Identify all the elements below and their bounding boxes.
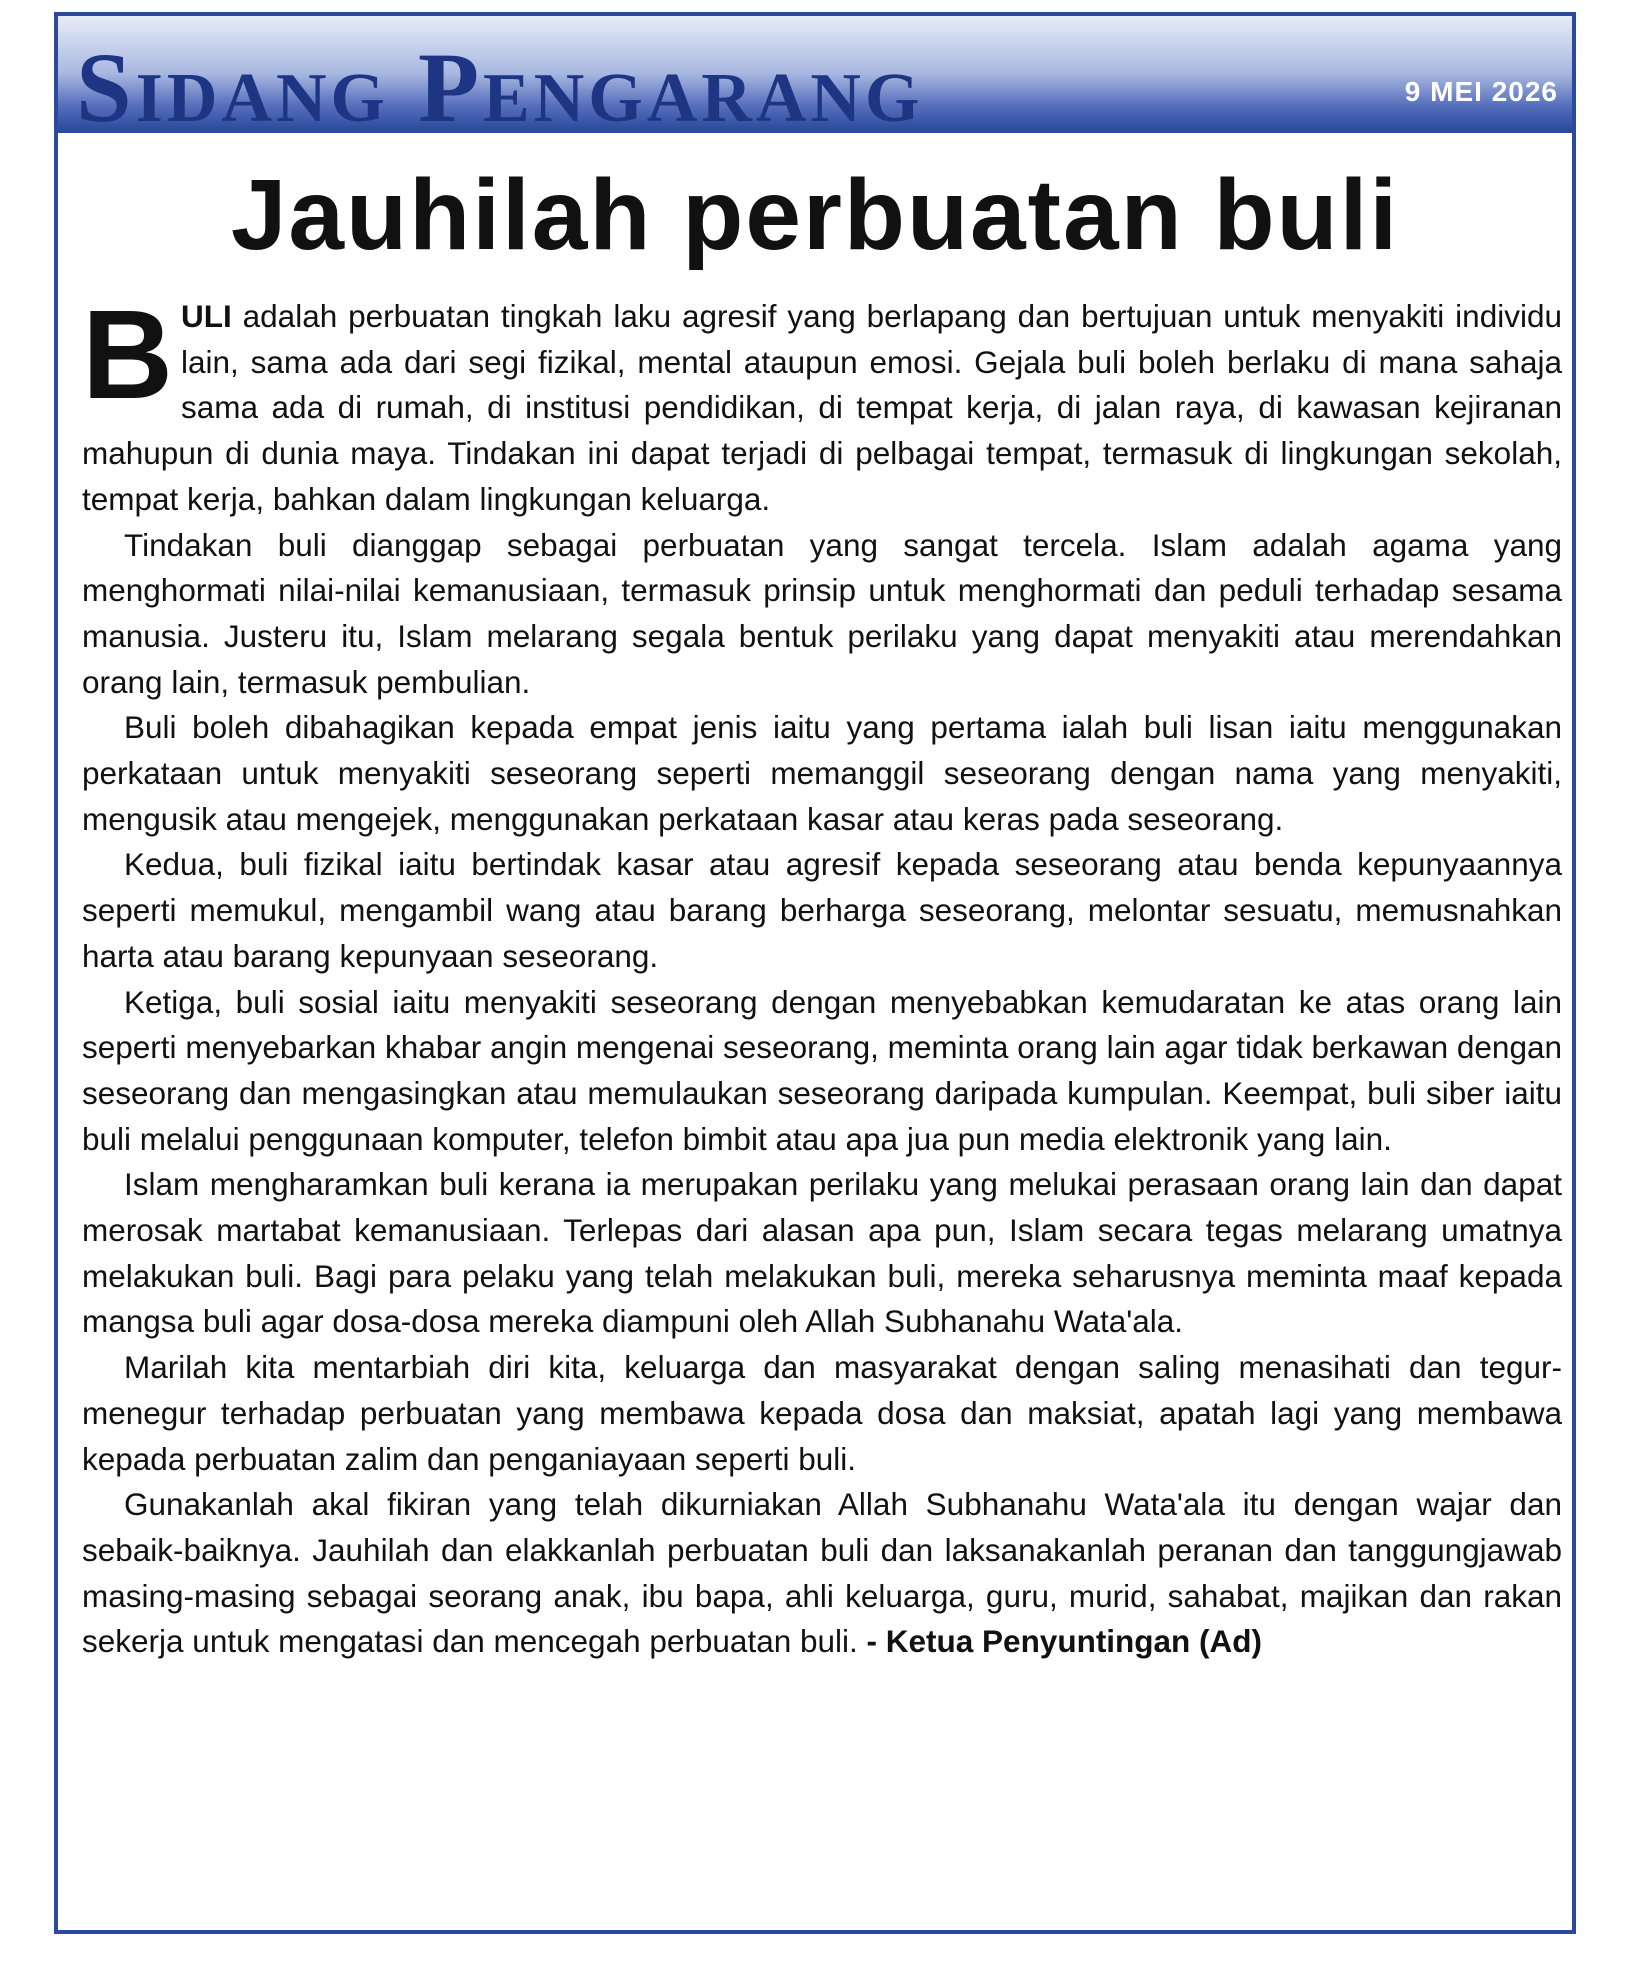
- paragraph-8-text: Gunakanlah akal fikiran yang telah dikurniakan Allah Subhanahu Wata'ala itu dengan wajar dan sebaik-baiknya. Jauhilah dan elakkanlah perbuatan buli dan laksanakanlah peranan dan tanggungjawab masing-masing sebagai seorang anak, ibu bapa, ahli keluarga, guru, murid, sahabat, majikan dan rakan sekerja untuk mengatasi dan mencegah perbuatan buli.: [82, 1486, 1562, 1660]
- paragraph-6: Islam mengharamkan buli kerana ia merupakan perilaku yang melukai perasaan orang lain dan dapat merosak martabat kemanusiaan. Terlepas dari alasan apa pun, Islam secara tegas melarang umatnya melakukan buli. Bagi para pelaku yang telah melakukan buli, mereka seharusnya meminta maaf kepada mangsa buli agar dosa-dosa mereka diampuni oleh Allah Subhanahu Wata'ala.: [82, 1166, 1562, 1340]
- drop-cap: B: [82, 284, 173, 425]
- paragraph-8: [82, 1482, 1562, 1665]
- section-title: Sidang Pengarang: [76, 32, 924, 133]
- paragraph-1-text: adalah perbuatan tingkah laku agresif yang berlapang dan bertujuan untuk menyakiti individu lain, sama ada dari segi fizikal, mental ataupun emosi. Gejala buli boleh berlaku di mana sahaja sama ada di rumah, di institusi pendidikan, di tempat kerja, di jalan raya, di kawasan kejiranan mahupun di dunia maya. Tindakan ini dapat terjadi di pelbagai tempat, termasuk di lingkungan sekolah, tempat kerja, bahkan dalam lingkungan keluarga.: [82, 298, 1562, 517]
- article-body: [82, 284, 1562, 1665]
- lead-word: ULI: [181, 298, 232, 334]
- paragraph-4: Kedua, buli fizikal iaitu bertindak kasar atau agresif kepada seseorang atau benda kepunyaannya seperti memukul, mengambil wang atau barang berharga seseorang, melontar sesuatu, memusnahkan harta atau barang kepunyaan seseorang.: [82, 846, 1562, 974]
- paragraph-5: Ketiga, buli sosial iaitu menyakiti seseorang dengan menyebabkan kemudaratan ke atas orang lain seperti menyebarkan khabar angin mengenai seseorang, meminta orang lain agar tidak berkawan dengan seseorang dan mengasingkan atau memulaukan seseorang daripada kumpulan. Keempat, buli siber iaitu buli melalui penggunaan komputer, telefon bimbit atau apa jua pun media elektronik yang lain.: [82, 983, 1562, 1157]
- paragraph-1: [82, 284, 1562, 523]
- article-frame: [54, 12, 1576, 1934]
- paragraph-2: Tindakan buli dianggap sebagai perbuatan yang sangat tercela. Islam adalah agama yang menghormati nilai-nilai kemanusiaan, termasuk prinsip untuk menghormati dan peduli terhadap sesama manusia. Justeru itu, Islam melarang segala bentuk perilaku yang dapat menyakiti atau merendahkan orang lain, termasuk pembulian.: [82, 526, 1562, 700]
- publication-date: 9 MEI 2026: [1404, 76, 1558, 107]
- paragraph-7: Marilah kita mentarbiah diri kita, keluarga dan masyarakat dengan saling menasihati dan tegur-menegur terhadap perbuatan yang membawa kepada dosa dan maksiat, apatah lagi yang membawa kepada perbuatan zalim dan penganiayaan seperti buli.: [82, 1349, 1562, 1477]
- masthead-banner: [58, 16, 1572, 133]
- headline: Jauhilah perbuatan buli: [230, 159, 1400, 271]
- paragraph-3: Buli boleh dibahagikan kepada empat jenis iaitu yang pertama ialah buli lisan iaitu menggunakan perkataan untuk menyakiti seseorang seperti memanggil seseorang dengan nama yang menyakiti, mengusik atau mengejek, menggunakan perkataan kasar atau keras pada seseorang.: [82, 709, 1562, 837]
- author-signature: - Ketua Penyuntingan (Ad): [866, 1623, 1263, 1660]
